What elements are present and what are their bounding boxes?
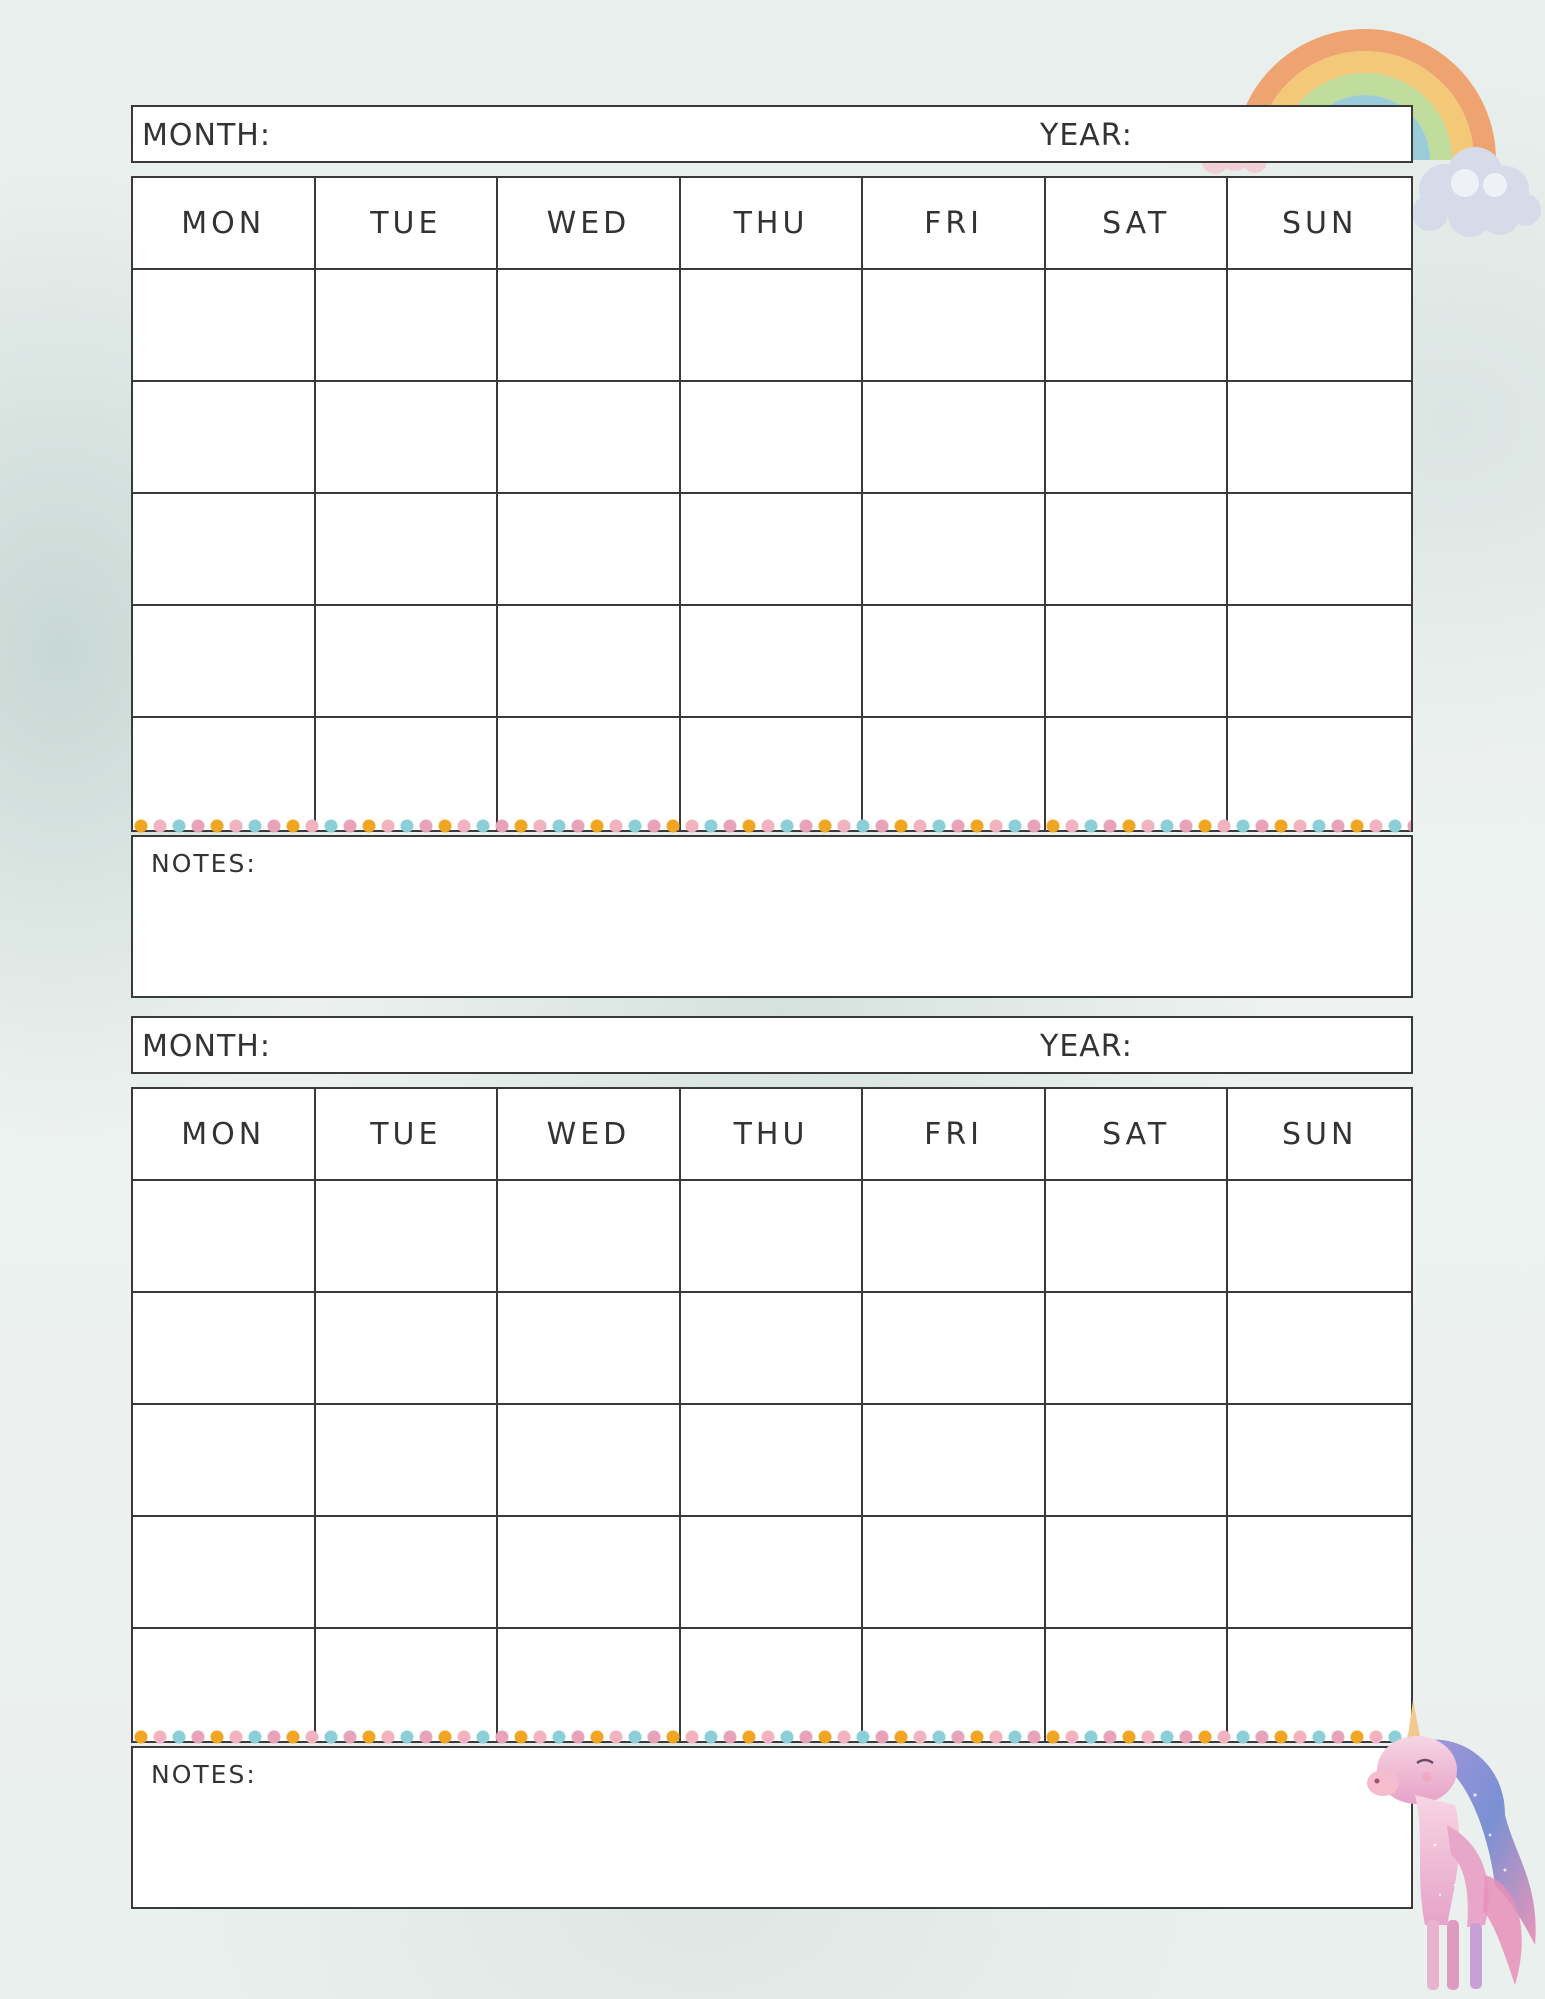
day-cell[interactable] [1228, 1517, 1411, 1629]
day-header-sun: SUN [1228, 1089, 1411, 1181]
day-cell[interactable] [863, 1405, 1046, 1517]
day-cell[interactable] [316, 270, 499, 382]
calendar-grid [131, 1087, 1413, 1743]
day-header-sat: SAT [1046, 1089, 1229, 1181]
day-cell[interactable] [316, 718, 499, 830]
day-cell[interactable] [1046, 382, 1229, 494]
day-cell[interactable] [316, 1181, 499, 1293]
day-header-thu: THU [681, 1089, 864, 1181]
day-header-tue: TUE [316, 1089, 499, 1181]
year-label: YEAR: [1040, 118, 1133, 153]
day-cell[interactable] [863, 1181, 1046, 1293]
notes-box[interactable] [131, 835, 1413, 998]
day-cell[interactable] [498, 1293, 681, 1405]
day-cell[interactable] [498, 606, 681, 718]
day-cell[interactable] [1046, 1293, 1229, 1405]
day-header-mon: MON [133, 1089, 316, 1181]
day-header-fri: FRI [863, 178, 1046, 270]
day-cell[interactable] [316, 1405, 499, 1517]
day-cell[interactable] [863, 606, 1046, 718]
month-year-bar [131, 105, 1413, 163]
day-cell[interactable] [1046, 1517, 1229, 1629]
day-cell[interactable] [681, 1405, 864, 1517]
notes-box[interactable] [131, 1746, 1413, 1909]
day-cell[interactable] [498, 1517, 681, 1629]
day-cell[interactable] [1228, 270, 1411, 382]
notes-label: NOTES: [151, 1760, 257, 1789]
day-cell[interactable] [1046, 606, 1229, 718]
dot-border-divider [133, 817, 1411, 833]
day-cell[interactable] [316, 494, 499, 606]
day-cell[interactable] [1046, 494, 1229, 606]
day-cell[interactable] [681, 1293, 864, 1405]
day-cell[interactable] [681, 606, 864, 718]
day-cell[interactable] [1228, 1405, 1411, 1517]
day-cell[interactable] [316, 1293, 499, 1405]
notes-label: NOTES: [151, 849, 257, 878]
day-cell[interactable] [681, 382, 864, 494]
day-cell[interactable] [1228, 1181, 1411, 1293]
day-cell[interactable] [1228, 1293, 1411, 1405]
month-label: MONTH: [142, 118, 271, 153]
day-cell[interactable] [863, 270, 1046, 382]
day-header-sat: SAT [1046, 178, 1229, 270]
day-cell[interactable] [1046, 270, 1229, 382]
day-cell[interactable] [1228, 382, 1411, 494]
day-cell[interactable] [498, 1405, 681, 1517]
day-cell[interactable] [498, 382, 681, 494]
day-cell[interactable] [498, 270, 681, 382]
day-cell[interactable] [1228, 606, 1411, 718]
year-label: YEAR: [1040, 1029, 1133, 1064]
day-header-fri: FRI [863, 1089, 1046, 1181]
month-label: MONTH: [142, 1029, 271, 1064]
unicorn-icon [1355, 1695, 1545, 1995]
day-cell[interactable] [498, 718, 681, 830]
day-header-thu: THU [681, 178, 864, 270]
day-cell[interactable] [133, 382, 316, 494]
day-cell[interactable] [1046, 1629, 1229, 1741]
day-header-wed: WED [498, 178, 681, 270]
day-cell[interactable] [863, 494, 1046, 606]
day-cell[interactable] [681, 718, 864, 830]
day-cell[interactable] [681, 1517, 864, 1629]
day-cell[interactable] [316, 382, 499, 494]
day-cell[interactable] [133, 494, 316, 606]
month-year-bar [131, 1016, 1413, 1074]
day-cell[interactable] [863, 1629, 1046, 1741]
day-cell[interactable] [681, 270, 864, 382]
day-cell[interactable] [133, 718, 316, 830]
day-cell[interactable] [681, 494, 864, 606]
day-cell[interactable] [133, 1293, 316, 1405]
day-cell[interactable] [681, 1181, 864, 1293]
day-cell[interactable] [863, 1517, 1046, 1629]
day-cell[interactable] [133, 1405, 316, 1517]
day-cell[interactable] [133, 1181, 316, 1293]
day-cell[interactable] [498, 1629, 681, 1741]
calendar-grid [131, 176, 1413, 832]
day-cell[interactable] [1228, 494, 1411, 606]
day-cell[interactable] [498, 1181, 681, 1293]
day-cell[interactable] [1046, 1405, 1229, 1517]
day-cell[interactable] [133, 270, 316, 382]
day-cell[interactable] [316, 606, 499, 718]
day-cell[interactable] [133, 1629, 316, 1741]
day-cell[interactable] [1228, 718, 1411, 830]
dot-border-divider [133, 1728, 1411, 1744]
day-cell[interactable] [681, 1629, 864, 1741]
day-cell[interactable] [316, 1629, 499, 1741]
day-cell[interactable] [863, 382, 1046, 494]
day-cell[interactable] [863, 1293, 1046, 1405]
day-cell[interactable] [863, 718, 1046, 830]
day-cell[interactable] [133, 606, 316, 718]
day-header-wed: WED [498, 1089, 681, 1181]
day-cell[interactable] [133, 1517, 316, 1629]
day-cell[interactable] [1046, 1181, 1229, 1293]
day-cell[interactable] [1046, 718, 1229, 830]
day-header-mon: MON [133, 178, 316, 270]
day-header-sun: SUN [1228, 178, 1411, 270]
day-cell[interactable] [498, 494, 681, 606]
day-header-tue: TUE [316, 178, 499, 270]
day-cell[interactable] [316, 1517, 499, 1629]
